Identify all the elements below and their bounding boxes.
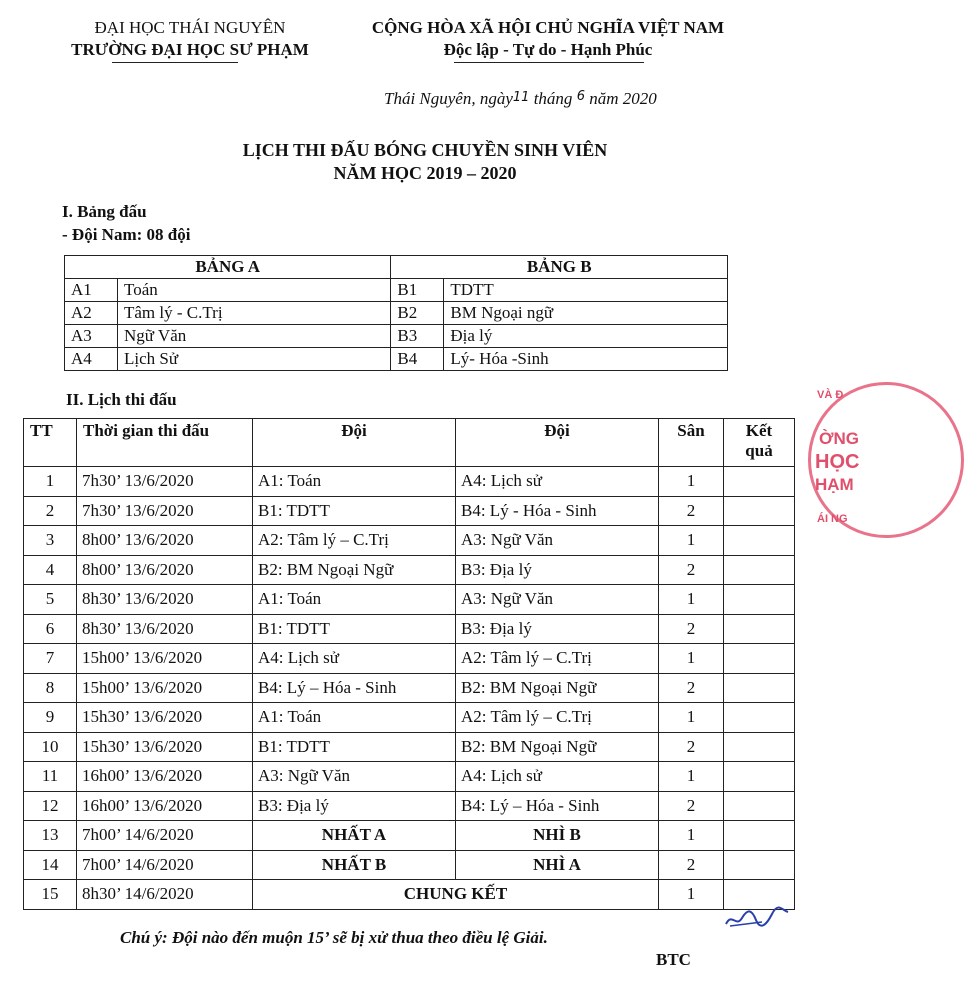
match-team1: B1: TDTT: [253, 496, 456, 526]
group-a-team: Tâm lý - C.Trị: [118, 302, 391, 325]
col-header-court: Sân: [659, 419, 724, 467]
signature-org: BTC: [656, 950, 691, 969]
match-row: [24, 644, 795, 674]
match-team1: A4: Lịch sử: [253, 644, 456, 674]
match-tt: 11: [24, 762, 77, 792]
group-a-team: Toán: [118, 279, 391, 302]
match-time: 15h00’ 13/6/2020: [77, 673, 253, 703]
final-court: 1: [659, 880, 724, 910]
group-b-header: BẢNG B: [391, 256, 728, 279]
match-team1: A3: Ngữ Văn: [253, 762, 456, 792]
match-team2: B3: Địa lý: [456, 555, 659, 585]
match-result: [724, 467, 795, 497]
match-result: [724, 850, 795, 880]
result-header-line2: quả: [745, 441, 773, 460]
match-row: [24, 703, 795, 733]
match-court: 2: [659, 614, 724, 644]
group-a-code: A1: [65, 279, 118, 302]
match-tt: 8: [24, 673, 77, 703]
match-result: [724, 585, 795, 615]
institution-line2: TRƯỜNG ĐẠI HỌC SƯ PHẠM: [71, 40, 309, 59]
section-schedule-heading: II. Lịch thi đấu: [66, 390, 177, 409]
final-tt: 15: [24, 880, 77, 910]
match-time: 16h00’ 13/6/2020: [77, 762, 253, 792]
document-title: LỊCH THI ĐẤU BÓNG CHUYỀN SINH VIÊN: [242, 140, 608, 160]
country-line1: CỘNG HÒA XÃ HỘI CHỦ NGHĨA VIỆT NAM: [371, 18, 725, 37]
col-header-team2: Đội: [456, 419, 659, 467]
match-row: [24, 732, 795, 762]
match-team2: B4: Lý – Hóa - Sinh: [456, 791, 659, 821]
match-row: [24, 673, 795, 703]
match-tt: 10: [24, 732, 77, 762]
match-time: 7h00’ 14/6/2020: [77, 850, 253, 880]
match-court: 2: [659, 791, 724, 821]
match-court: 2: [659, 850, 724, 880]
group-b-code: B2: [391, 302, 444, 325]
match-result: [724, 762, 795, 792]
match-court: 2: [659, 673, 724, 703]
col-header-time: Thời gian thi đấu: [77, 419, 253, 467]
match-court: 2: [659, 496, 724, 526]
official-seal: [808, 382, 964, 538]
match-team2: NHÌ A: [456, 850, 659, 880]
motto-underline: [454, 62, 644, 63]
match-team2: A2: Tâm lý – C.Trị: [456, 644, 659, 674]
country-motto: Độc lập - Tự do - Hạnh Phúc: [443, 40, 653, 59]
match-team1: NHẤT B: [253, 850, 456, 880]
group-a-code: A4: [65, 348, 118, 371]
date-year: năm 2020: [589, 89, 657, 108]
schedule-table: [23, 418, 795, 910]
group-row: [65, 279, 728, 302]
match-team1: A2: Tâm lý – C.Trị: [253, 526, 456, 556]
match-row: [24, 850, 795, 880]
match-court: 1: [659, 762, 724, 792]
date-month-label: tháng: [533, 89, 573, 108]
date-day: 11: [512, 90, 530, 105]
match-time: 8h30’ 13/6/2020: [77, 585, 253, 615]
match-time: 8h00’ 13/6/2020: [77, 526, 253, 556]
match-tt: 1: [24, 467, 77, 497]
match-court: 1: [659, 467, 724, 497]
group-row: [65, 302, 728, 325]
col-header-team1: Đội: [253, 419, 456, 467]
match-court: 1: [659, 644, 724, 674]
group-b-team: Lý- Hóa -Sinh: [444, 348, 728, 371]
match-team1: B1: TDTT: [253, 614, 456, 644]
date-prefix: Thái Nguyên, ngày: [384, 89, 513, 108]
final-time: 8h30’ 14/6/2020: [77, 880, 253, 910]
match-time: 8h00’ 13/6/2020: [77, 555, 253, 585]
note-text: Đội nào đến muộn 15’ sẽ bị xử thua theo điều lệ Giải.: [171, 928, 548, 947]
group-b-code: B3: [391, 325, 444, 348]
match-court: 2: [659, 555, 724, 585]
match-result: [724, 673, 795, 703]
match-court: 1: [659, 526, 724, 556]
institution-underline: [112, 62, 238, 63]
seal-text-bottom: ÁI NG: [817, 513, 848, 525]
match-court: 1: [659, 585, 724, 615]
match-team1: B3: Địa lý: [253, 791, 456, 821]
match-team2: A4: Lịch sử: [456, 762, 659, 792]
match-court: 2: [659, 732, 724, 762]
match-result: [724, 526, 795, 556]
seal-text-3: HẠM: [815, 475, 854, 494]
col-header-result: [724, 419, 795, 467]
match-time: 7h30’ 13/6/2020: [77, 496, 253, 526]
section-groups-heading: I. Bảng đấu: [62, 202, 147, 221]
group-b-team: Địa lý: [444, 325, 728, 348]
match-tt: 2: [24, 496, 77, 526]
date-month: 6: [576, 89, 585, 104]
match-team2: A3: Ngữ Văn: [456, 526, 659, 556]
men-teams-count: - Đội Nam: 08 đội: [62, 225, 191, 244]
seal-text-2: HỌC: [815, 451, 860, 473]
group-b-code: B1: [391, 279, 444, 302]
match-team2: A2: Tâm lý – C.Trị: [456, 703, 659, 733]
match-row: [24, 496, 795, 526]
match-court: 1: [659, 821, 724, 851]
col-header-tt: TT: [24, 419, 77, 467]
match-time: 7h30’ 13/6/2020: [77, 467, 253, 497]
match-result: [724, 614, 795, 644]
match-result: [724, 555, 795, 585]
match-time: 8h30’ 13/6/2020: [77, 614, 253, 644]
match-team2: B4: Lý - Hóa - Sinh: [456, 496, 659, 526]
match-team2: B2: BM Ngoại Ngữ: [456, 732, 659, 762]
match-tt: 5: [24, 585, 77, 615]
signature-scribble: [722, 904, 792, 932]
group-a-header: BẢNG A: [65, 256, 391, 279]
match-court: 1: [659, 703, 724, 733]
match-tt: 14: [24, 850, 77, 880]
match-time: 7h00’ 14/6/2020: [77, 821, 253, 851]
match-team2: NHÌ B: [456, 821, 659, 851]
match-team1: B2: BM Ngoại Ngữ: [253, 555, 456, 585]
note: [120, 928, 548, 948]
group-row: [65, 348, 728, 371]
match-team2: B3: Địa lý: [456, 614, 659, 644]
match-result: [724, 732, 795, 762]
match-row: [24, 762, 795, 792]
match-tt: 3: [24, 526, 77, 556]
match-row: [24, 791, 795, 821]
document-subtitle: NĂM HỌC 2019 – 2020: [333, 163, 517, 183]
match-team1: B1: TDTT: [253, 732, 456, 762]
match-row: [24, 614, 795, 644]
match-team1: A1: Toán: [253, 467, 456, 497]
groups-table: [64, 255, 728, 371]
institution-line1: ĐẠI HỌC THÁI NGUYÊN: [94, 18, 286, 37]
group-a-code: A3: [65, 325, 118, 348]
match-tt: 4: [24, 555, 77, 585]
note-label: Chú ý:: [120, 928, 168, 947]
match-row: [24, 585, 795, 615]
group-row: [65, 325, 728, 348]
match-team1: A1: Toán: [253, 585, 456, 615]
match-result: [724, 791, 795, 821]
match-tt: 12: [24, 791, 77, 821]
match-time: 16h00’ 13/6/2020: [77, 791, 253, 821]
group-a-code: A2: [65, 302, 118, 325]
match-time: 15h30’ 13/6/2020: [77, 732, 253, 762]
match-result: [724, 703, 795, 733]
seal-text-1: ỜNG: [819, 429, 860, 448]
match-team1: A1: Toán: [253, 703, 456, 733]
group-b-team: BM Ngoại ngữ: [444, 302, 728, 325]
group-b-team: TDTT: [444, 279, 728, 302]
result-header-line1: Kết: [745, 421, 773, 440]
match-row: [24, 821, 795, 851]
group-b-code: B4: [391, 348, 444, 371]
match-result: [724, 821, 795, 851]
match-time: 15h00’ 13/6/2020: [77, 644, 253, 674]
match-tt: 6: [24, 614, 77, 644]
match-team2: B2: BM Ngoại Ngữ: [456, 673, 659, 703]
match-result: [724, 644, 795, 674]
match-tt: 7: [24, 644, 77, 674]
group-a-team: Lịch Sử: [118, 348, 391, 371]
match-row: [24, 526, 795, 556]
date-line: [384, 89, 657, 109]
match-row: [24, 555, 795, 585]
match-time: 15h30’ 13/6/2020: [77, 703, 253, 733]
final-label: CHUNG KẾT: [253, 880, 659, 910]
match-tt: 9: [24, 703, 77, 733]
match-team1: NHẤT A: [253, 821, 456, 851]
match-row: [24, 467, 795, 497]
match-result: [724, 496, 795, 526]
match-team1: B4: Lý – Hóa - Sinh: [253, 673, 456, 703]
group-a-team: Ngữ Văn: [118, 325, 391, 348]
seal-text-top: VÀ Đ: [817, 389, 844, 401]
match-team2: A3: Ngữ Văn: [456, 585, 659, 615]
match-tt: 13: [24, 821, 77, 851]
match-team2: A4: Lịch sử: [456, 467, 659, 497]
